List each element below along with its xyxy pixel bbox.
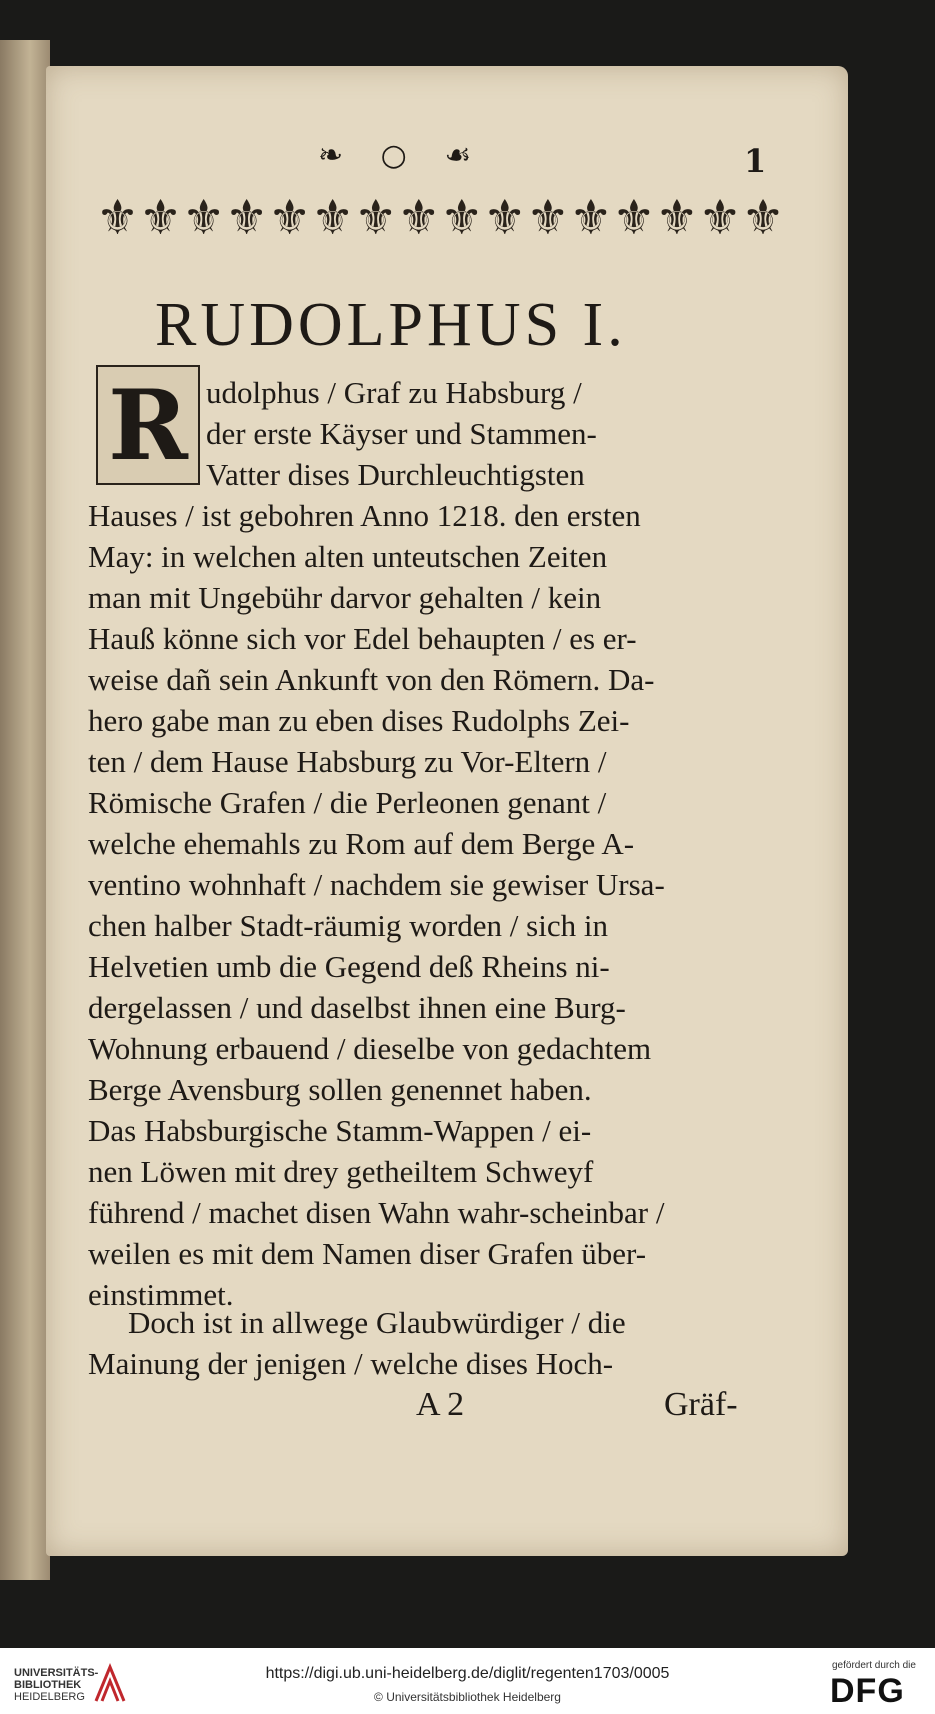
text-line: einstimmet. (88, 1277, 234, 1312)
text-line: Berge Avensburg sollen genennet haben. (88, 1072, 592, 1107)
fleuron-icon: ⚜ (182, 190, 226, 246)
fleuron-icon: ⚜ (268, 190, 312, 246)
fleuron-icon: ⚜ (225, 190, 269, 246)
text-line: nen Löwen mit drey getheiltem Schweyf (88, 1154, 594, 1189)
decorated-initial: R (96, 365, 200, 485)
text-line: Mainung der jenigen / welche dises Hoch- (88, 1346, 614, 1381)
text-line: ten / dem Hause Habsburg zu Vor-Eltern / (88, 744, 607, 779)
fleuron-icon: ⚜ (741, 190, 785, 246)
text-line: ventino wohnhaft / nachdem sie gewiser Ursa- (88, 867, 665, 902)
chapter-title: RUDOLPHUS I. (155, 291, 627, 359)
text-line: Hauses / ist gebohren Anno 1218. den ersten (88, 498, 641, 533)
fleuron-icon: ⚜ (483, 190, 527, 246)
fleuron-icon: ⚜ (526, 190, 570, 246)
permalink-url[interactable]: https://digi.ub.uni-heidelberg.de/diglit/regenten1703/0005 (265, 1665, 670, 1682)
text-line: udolphus / Graf zu Habsburg / (206, 375, 582, 410)
copyright-notice: © Universitätsbibliothek Heidelberg (374, 1690, 561, 1704)
paragraph-2 (88, 1302, 768, 1384)
text-line: hero gabe man zu eben dises Rudolphs Zei- (88, 703, 630, 738)
logo-line: UNIVERSITÄTS- (14, 1667, 99, 1679)
fleuron-icon: ⚜ (397, 190, 441, 246)
text-line: dergelassen / und daselbst ihnen eine Burg- (88, 990, 626, 1025)
signature-mark: A 2 (416, 1386, 465, 1423)
text-line: Hauß könne sich vor Edel behaupten / es er- (88, 621, 637, 656)
text-line: Doch ist in allwege Glaubwürdiger / die (128, 1305, 626, 1340)
header-ornament: ❧ ○ ☙ (318, 138, 486, 173)
ornamental-border (96, 168, 785, 268)
page-number: 1 (744, 142, 767, 180)
text-line: Römische Grafen / die Perleonen genant / (88, 785, 607, 820)
logo-line: HEIDELBERG (14, 1691, 85, 1703)
paragraph-1 (88, 372, 768, 1315)
text-line: führend / machet disen Wahn wahr-scheinbar / (88, 1195, 665, 1230)
text-line: Helvetien umb die Gegend deß Rheins ni- (88, 949, 610, 984)
text-line: Wohnung erbauend / dieselbe von gedachtem (88, 1031, 652, 1066)
text-line: May: in welchen alten unteutschen Zeiten (88, 539, 608, 574)
catchword: Gräf- (664, 1386, 738, 1423)
fleuron-icon: ⚜ (569, 190, 613, 246)
fleuron-icon: ⚜ (139, 190, 183, 246)
fleuron-icon: ⚜ (354, 190, 398, 246)
fleuron-icon: ⚜ (612, 190, 656, 246)
dfg-logo: DFG (830, 1672, 905, 1710)
fleuron-icon: ⚜ (96, 190, 140, 246)
funding-note: gefördert durch die (832, 1660, 916, 1671)
text-line: chen halber Stadt-räumig worden / sich in (88, 908, 608, 943)
left-page-edge (0, 40, 50, 1580)
fleuron-icon: ⚜ (440, 190, 484, 246)
text-line: man mit Ungebühr darvor gehalten / kein (88, 580, 602, 615)
text-line: weilen es mit dem Namen diser Grafen über- (88, 1236, 647, 1271)
text-line: Das Habsburgische Stamm-Wappen / ei- (88, 1113, 592, 1148)
fleuron-icon: ⚜ (311, 190, 355, 246)
text-line: der erste Käyser und Stammen- (206, 416, 597, 451)
text-line: welche ehemahls zu Rom auf dem Berge A- (88, 826, 635, 861)
logo-line: BIBLIOTHEK (14, 1679, 82, 1691)
text-line: Vatter dises Durchleuchtigsten (206, 457, 585, 492)
fleuron-icon: ⚜ (698, 190, 742, 246)
fleuron-icon: ⚜ (655, 190, 699, 246)
text-line: weise dañ sein Ankunft von den Römern. Da- (88, 662, 655, 697)
